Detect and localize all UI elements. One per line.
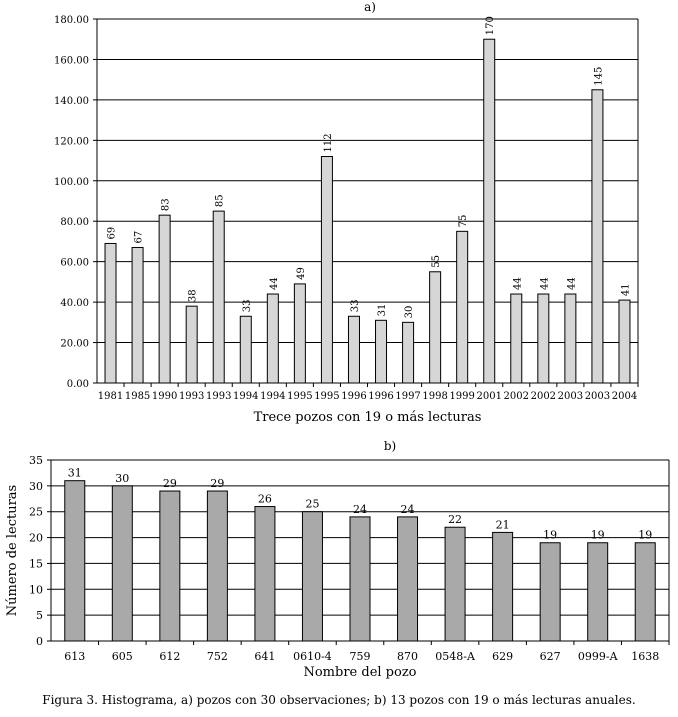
data-label: 30 <box>404 305 416 319</box>
x-tick-label: 1981 <box>97 391 124 402</box>
bar <box>302 512 322 641</box>
figure-caption: Figura 3. Histograma, a) pozos con 30 observaciones; b) 13 pozos con 19 o más lecturas anuales. <box>42 693 636 707</box>
data-label: 75 <box>458 214 470 228</box>
data-label: 25 <box>305 497 320 511</box>
data-label: 44 <box>268 277 280 291</box>
bar <box>240 316 251 383</box>
data-label: 85 <box>214 194 226 208</box>
bar <box>493 532 513 641</box>
bar <box>186 306 197 383</box>
x-axis-title: Nombre del pozo <box>303 665 417 680</box>
data-label: 49 <box>295 267 307 280</box>
bar <box>398 517 418 641</box>
bar <box>403 322 414 383</box>
x-tick-label: 1994 <box>260 391 286 402</box>
bar <box>635 543 655 641</box>
data-label: 67 <box>133 230 145 244</box>
x-tick-label: 2002 <box>503 391 530 402</box>
data-label: 19 <box>543 528 558 542</box>
bar <box>294 284 305 383</box>
y-tick-label: 60.00 <box>60 257 89 269</box>
x-tick-label: 1995 <box>287 391 313 402</box>
bar <box>112 486 132 641</box>
bar <box>255 507 275 641</box>
bar <box>321 157 332 383</box>
data-label: 19 <box>638 528 653 542</box>
bar <box>267 294 278 383</box>
data-label: 21 <box>495 518 510 532</box>
data-label: 31 <box>377 303 389 317</box>
data-label: 29 <box>210 477 225 491</box>
data-label: 33 <box>241 299 253 313</box>
data-label: 44 <box>539 277 551 291</box>
data-label: 31 <box>67 466 82 480</box>
y-tick-label: 25 <box>29 505 43 519</box>
data-label: 38 <box>187 289 199 303</box>
y-tick-label: 80.00 <box>60 217 89 229</box>
y-tick-label: 120.00 <box>54 136 89 148</box>
y-tick-label: 20 <box>29 531 43 545</box>
x-tick-label: 1985 <box>124 391 151 402</box>
bar <box>207 491 227 641</box>
x-tick-label: 752 <box>206 650 228 663</box>
y-tick-label: 160.00 <box>54 55 89 67</box>
x-tick-label: 1994 <box>233 391 259 402</box>
data-label: 41 <box>620 283 632 297</box>
data-label: 29 <box>162 477 177 491</box>
x-axis-title: Trece pozos con 19 o más lecturas <box>253 410 482 425</box>
y-axis-title: Número de lecturas <box>5 484 20 617</box>
y-tick-label: 5 <box>36 609 43 623</box>
x-tick-label: 1638 <box>631 650 660 663</box>
bar <box>430 272 441 383</box>
bar <box>588 543 608 641</box>
data-label: 24 <box>353 502 367 516</box>
bar <box>65 481 85 641</box>
y-tick-label: 140.00 <box>54 95 89 107</box>
x-tick-label: 1999 <box>449 391 475 402</box>
x-tick-label: 1995 <box>314 391 340 402</box>
data-label: 26 <box>257 492 272 506</box>
bar <box>538 294 549 383</box>
bar <box>159 215 170 383</box>
x-tick-label: 2003 <box>584 391 611 402</box>
y-tick-label: 100.00 <box>54 176 89 188</box>
bar <box>348 316 359 383</box>
data-label: 44 <box>566 277 578 291</box>
x-tick-label: 605 <box>111 650 133 663</box>
y-tick-label: 0.00 <box>66 379 89 390</box>
x-tick-label: 1998 <box>422 391 448 402</box>
x-tick-label: 627 <box>539 650 561 663</box>
bar <box>350 517 370 641</box>
data-label: 112 <box>322 133 334 153</box>
y-tick-label: 0 <box>36 635 43 648</box>
data-label: 24 <box>400 502 415 516</box>
x-tick-label: 2002 <box>530 391 557 402</box>
bar <box>213 211 224 383</box>
data-label: 22 <box>448 513 463 527</box>
y-tick-label: 20.00 <box>60 338 89 350</box>
y-tick-label: 40.00 <box>60 298 89 310</box>
bar <box>619 300 630 383</box>
x-tick-label: 2004 <box>611 391 638 402</box>
data-label: 19 <box>590 528 605 542</box>
x-tick-label: 0999-A <box>577 650 618 663</box>
x-tick-label: 0548-A <box>435 650 475 663</box>
data-label: 170 <box>485 16 497 36</box>
x-tick-label: 1997 <box>395 391 421 402</box>
y-tick-label: 15 <box>29 557 43 571</box>
y-tick-label: 30 <box>29 479 43 493</box>
x-tick-label: 1993 <box>178 391 205 402</box>
x-tick-label: 641 <box>254 650 276 663</box>
bar <box>376 320 387 383</box>
data-label: 33 <box>349 299 361 313</box>
x-tick-label: 2001 <box>476 391 502 402</box>
bar <box>592 90 603 383</box>
bar <box>105 243 116 383</box>
bar <box>540 543 560 641</box>
x-tick-label: 2003 <box>557 391 584 402</box>
y-tick-label: 10 <box>29 583 43 597</box>
x-tick-label: 629 <box>492 650 514 663</box>
bar <box>511 294 522 383</box>
x-tick-label: 0610-4 <box>293 650 332 663</box>
bar <box>132 248 143 383</box>
data-label: 83 <box>160 198 172 212</box>
data-label: 44 <box>512 277 524 291</box>
x-tick-label: 613 <box>64 650 86 663</box>
y-tick-label: 180.00 <box>54 15 89 26</box>
bar <box>565 294 576 383</box>
bar <box>484 39 495 383</box>
bar <box>445 527 465 641</box>
x-tick-label: 1990 <box>151 391 178 402</box>
x-tick-label: 612 <box>159 650 181 663</box>
x-tick-label: 870 <box>397 650 419 663</box>
bar <box>457 231 468 383</box>
y-tick-label: 35 <box>29 454 43 467</box>
bar <box>160 491 180 641</box>
chart-title: a) <box>364 0 376 14</box>
x-tick-label: 1996 <box>341 391 367 402</box>
data-label: 30 <box>115 471 130 485</box>
x-tick-label: 1996 <box>368 391 394 402</box>
chart-title: b) <box>383 439 397 453</box>
chart-b <box>5 439 669 680</box>
data-label: 145 <box>593 66 605 86</box>
data-label: 55 <box>431 255 443 268</box>
data-label: 69 <box>106 226 118 240</box>
x-tick-label: 759 <box>349 650 371 663</box>
chart-a <box>54 0 638 425</box>
x-tick-label: 1993 <box>205 391 232 402</box>
